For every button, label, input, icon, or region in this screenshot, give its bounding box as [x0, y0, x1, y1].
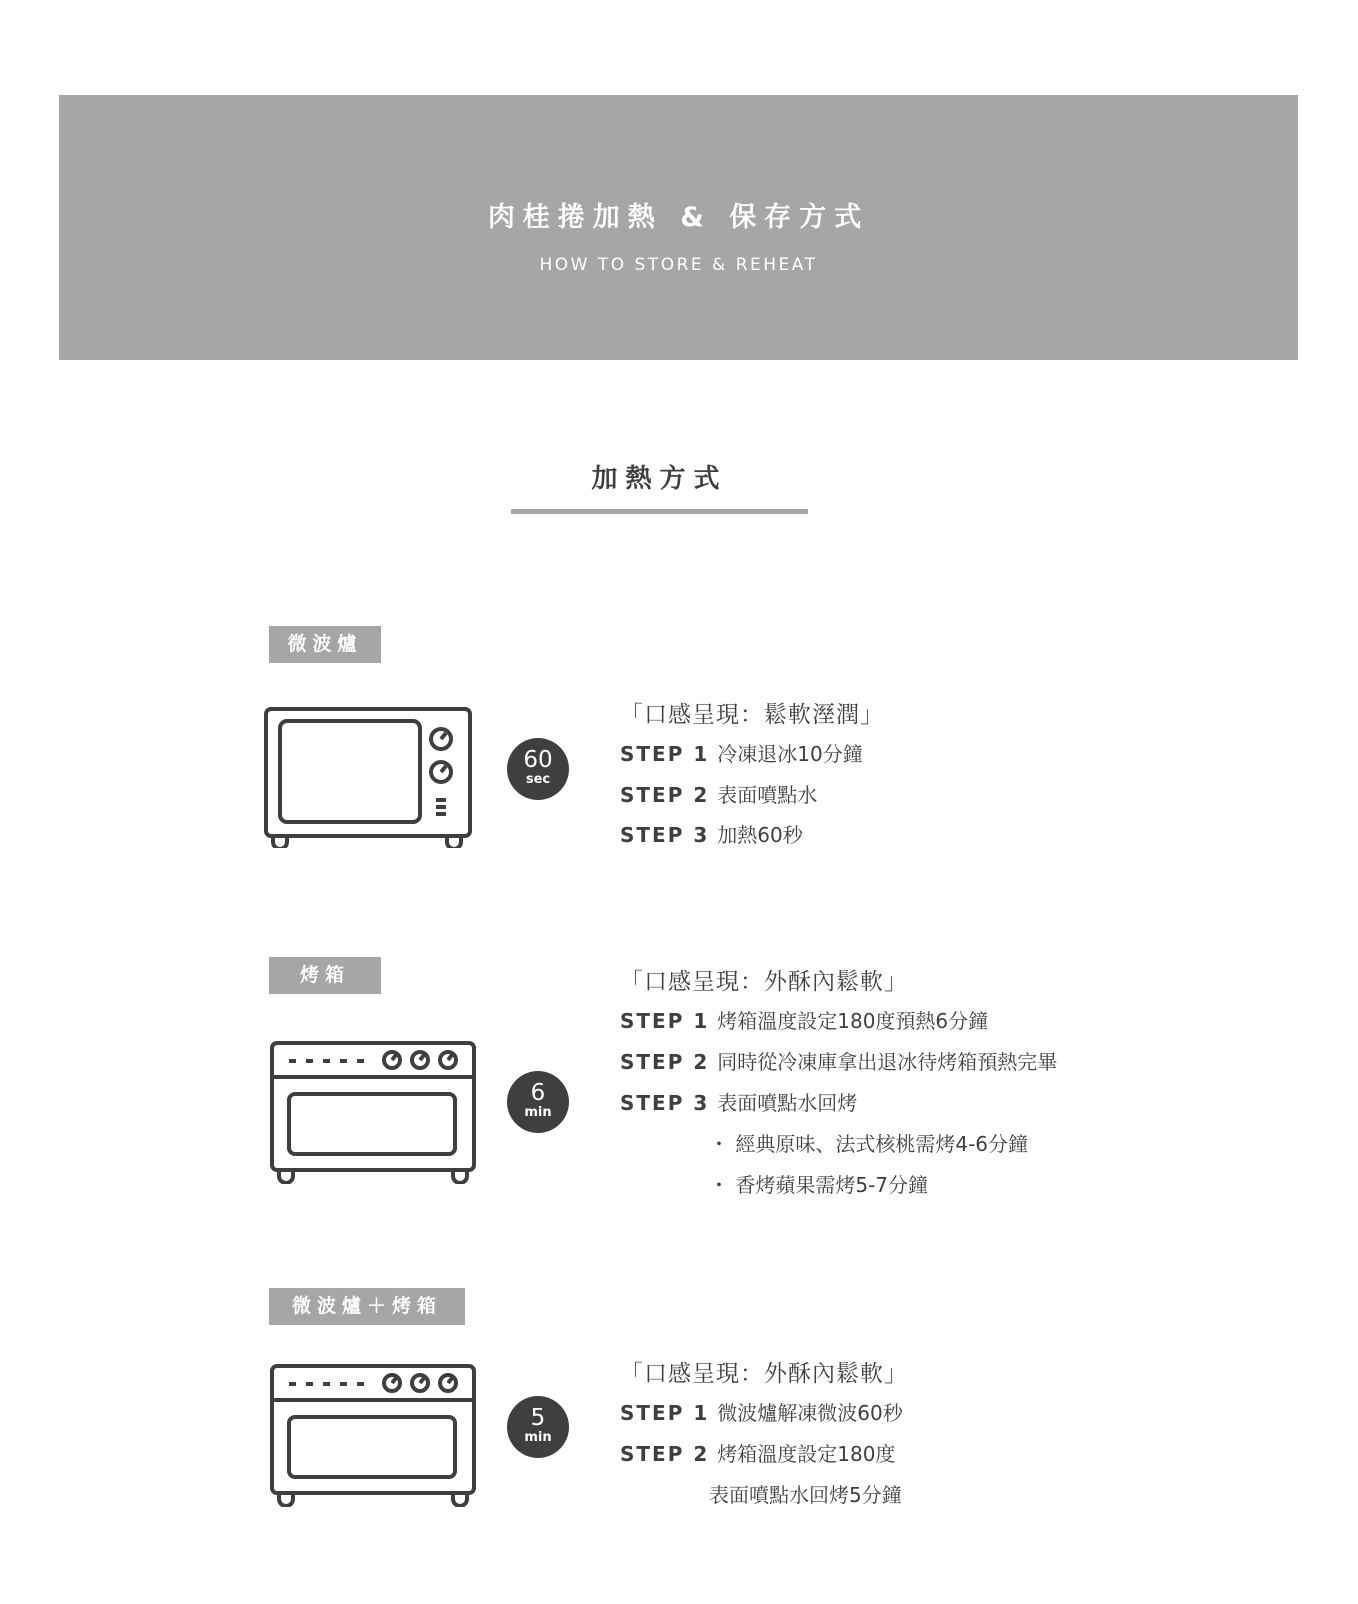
step-text: 冷凍退冰10分鐘 — [717, 742, 863, 766]
page-subtitle: HOW TO STORE & REHEAT — [539, 255, 818, 275]
texture-note: 「口感呈現：鬆軟溼潤」 — [620, 702, 884, 728]
step-row — [620, 1005, 988, 1034]
time-badge-60-sec — [507, 738, 569, 800]
section-underline — [511, 509, 808, 514]
bullet-note: ・ 香烤蘋果需烤5-7分鐘 — [709, 1173, 929, 1197]
step-row — [620, 1438, 895, 1467]
step-label: STEP 2 — [620, 1050, 710, 1074]
step-continuation: 表面噴點水回烤5分鐘 — [709, 1483, 902, 1507]
badge-unit: min — [524, 1430, 552, 1445]
step-row — [620, 738, 863, 767]
step-text: 同時從冷凍庫拿出退冰待烤箱預熱完畢 — [717, 1050, 1058, 1074]
badge-value: 60 — [523, 747, 553, 773]
step-text: 烤箱溫度設定180度 — [717, 1442, 896, 1466]
step-text: 表面噴點水回烤 — [717, 1091, 858, 1115]
oven-icon — [269, 1363, 477, 1507]
page-title: 肉桂捲加熱 & 保存方式 — [487, 202, 870, 233]
time-badge-5-min — [507, 1396, 569, 1458]
step-text: 加熱60秒 — [717, 823, 803, 847]
step-row — [620, 1046, 1057, 1075]
step-text: 烤箱溫度設定180度預熱6分鐘 — [717, 1009, 989, 1033]
header-banner — [59, 95, 1298, 360]
badge-unit: min — [524, 1105, 552, 1120]
step-label: STEP 2 — [620, 783, 710, 807]
section-title: 加熱方式 — [591, 464, 728, 494]
method-tag-microwave-oven: 微波爐＋烤箱 — [269, 1288, 465, 1325]
oven-icon — [269, 1040, 477, 1184]
microwave-icon — [263, 706, 473, 848]
time-badge-6-min — [507, 1071, 569, 1133]
badge-value: 6 — [530, 1080, 546, 1106]
step-text: 微波爐解凍微波60秒 — [717, 1401, 903, 1425]
step-label: STEP 1 — [620, 742, 710, 766]
step-label: STEP 2 — [620, 1442, 710, 1466]
step-row — [620, 1087, 857, 1116]
texture-note: 「口感呈現：外酥內鬆軟」 — [620, 1361, 908, 1387]
step-row — [620, 819, 803, 848]
method-tag-oven: 烤箱 — [269, 957, 381, 994]
texture-note: 「口感呈現：外酥內鬆軟」 — [620, 969, 908, 995]
badge-value: 5 — [530, 1405, 546, 1431]
step-row — [620, 1397, 903, 1426]
step-label: STEP 3 — [620, 823, 710, 847]
step-label: STEP 1 — [620, 1401, 710, 1425]
bullet-note: ・ 經典原味、法式核桃需烤4-6分鐘 — [709, 1132, 1029, 1156]
step-label: STEP 3 — [620, 1091, 710, 1115]
method-tag-microwave: 微波爐 — [269, 626, 381, 663]
badge-unit: sec — [525, 772, 551, 787]
step-label: STEP 1 — [620, 1009, 710, 1033]
step-text: 表面噴點水 — [717, 783, 818, 807]
step-row — [620, 779, 817, 808]
